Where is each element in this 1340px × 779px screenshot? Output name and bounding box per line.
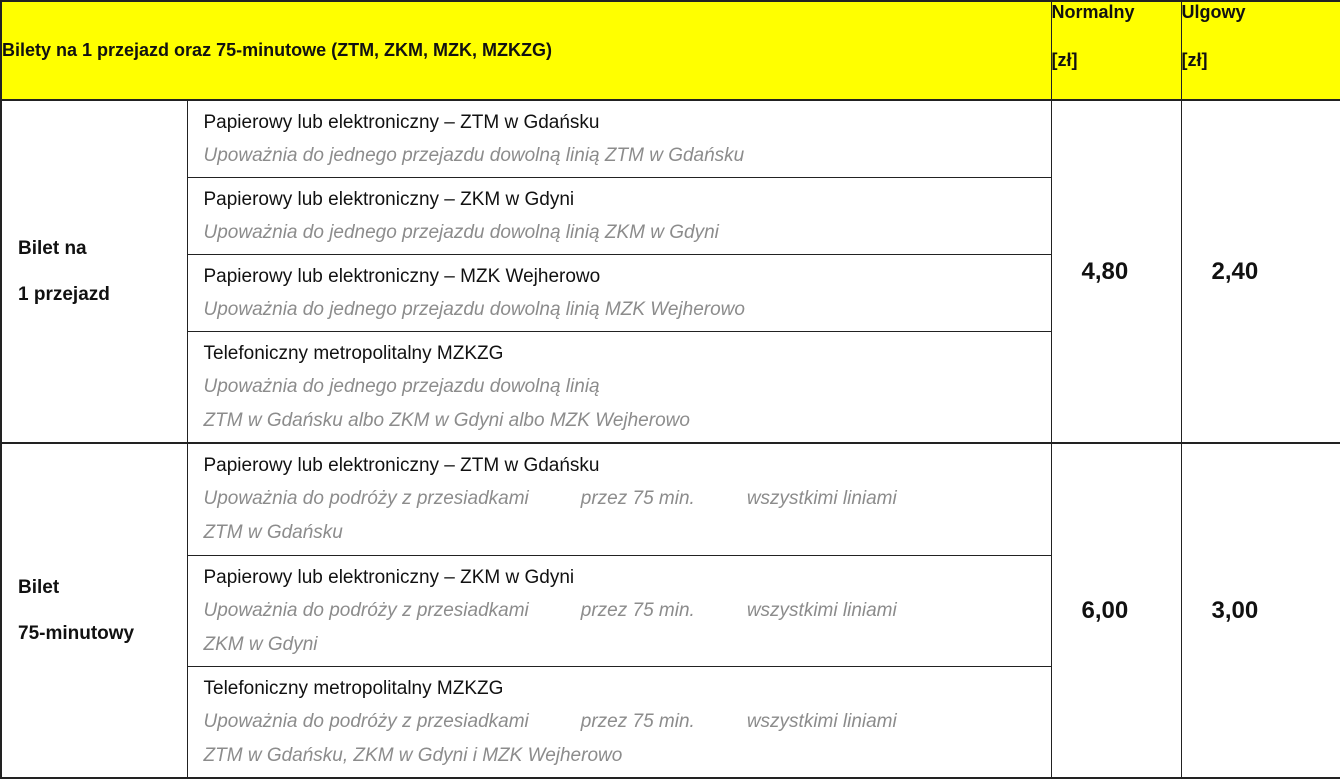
category-label-line2: 75-minutowy <box>18 611 187 657</box>
note-part: Upoważnia do podróży z przesiadkami <box>204 600 529 621</box>
ticket-name: Papierowy lub elektroniczny – ZKM w Gdyni <box>204 562 1037 594</box>
column-header-reduced <box>1181 1 1340 100</box>
ticket-note-continued: ZTM w Gdańsku albo ZKM w Gdyni albo MZK Wejherowo <box>204 404 1037 438</box>
ticket-description <box>187 255 1051 332</box>
note-part: przez 75 min. <box>581 600 695 621</box>
note-part: wszystkimi liniami <box>747 600 897 621</box>
note-part: przez 75 min. <box>581 711 695 732</box>
ticket-description <box>187 555 1051 666</box>
ticket-name: Papierowy lub elektroniczny – ZTM w Gdańsku <box>204 450 1037 482</box>
category-label-line1: Bilet na <box>18 226 187 272</box>
table-row <box>1 100 1340 178</box>
price-reduced: 3,00 <box>1181 443 1340 778</box>
ticket-note: Upoważnia do jednego przejazdu dowolną linią <box>204 370 1037 404</box>
note-part: wszystkimi liniami <box>747 711 897 732</box>
price-normal: 6,00 <box>1051 443 1181 778</box>
category-single-ride <box>1 100 187 443</box>
ticket-note-continued: ZKM w Gdyni <box>204 628 1037 662</box>
ticket-note: Upoważnia do jednego przejazdu dowolną linią ZKM w Gdyni <box>204 216 1037 250</box>
ticket-description <box>187 100 1051 178</box>
note-part: Upoważnia do podróży z przesiadkami <box>204 711 529 732</box>
column-header-normal <box>1051 1 1181 100</box>
ticket-description <box>187 666 1051 778</box>
ticket-name: Telefoniczny metropolitalny MZKZG <box>204 673 1037 705</box>
note-part: wszystkimi liniami <box>747 488 897 509</box>
ticket-note: Upoważnia do jednego przejazdu dowolną linią MZK Wejherowo <box>204 293 1037 327</box>
table-header-row <box>1 1 1340 100</box>
price-reduced: 2,40 <box>1181 100 1340 443</box>
column-header-reduced-unit: [zł] <box>1182 50 1340 70</box>
ticket-name: Papierowy lub elektroniczny – ZTM w Gdańsku <box>204 107 1037 139</box>
column-header-reduced-label: Ulgowy <box>1182 2 1340 22</box>
note-part: Upoważnia do podróży z przesiadkami <box>204 488 529 509</box>
ticket-note: Upoważnia do jednego przejazdu dowolną linią ZTM w Gdańsku <box>204 139 1037 173</box>
ticket-note-continued: ZTM w Gdańsku <box>204 516 1037 550</box>
ticket-description <box>187 332 1051 444</box>
price-normal: 4,80 <box>1051 100 1181 443</box>
ticket-note-continued: ZTM w Gdańsku, ZKM w Gdyni i MZK Wejherowo <box>204 739 1037 773</box>
column-header-normal-label: Normalny <box>1052 2 1181 22</box>
column-header-normal-unit: [zł] <box>1052 50 1181 70</box>
ticket-description <box>187 443 1051 555</box>
table-title: Bilety na 1 przejazd oraz 75-minutowe (ZTM, ZKM, MZK, MZKZG) <box>1 1 1051 100</box>
ticket-note <box>204 594 1037 628</box>
category-label-line1: Bilet <box>18 565 187 611</box>
category-75-minute <box>1 443 187 778</box>
category-label-line2: 1 przejazd <box>18 272 187 318</box>
note-part: przez 75 min. <box>581 488 695 509</box>
ticket-name: Papierowy lub elektroniczny – ZKM w Gdyni <box>204 184 1037 216</box>
ticket-note <box>204 482 1037 516</box>
ticket-description <box>187 178 1051 255</box>
table-row <box>1 443 1340 555</box>
ticket-note <box>204 705 1037 739</box>
ticket-name: Papierowy lub elektroniczny – MZK Wejherowo <box>204 261 1037 293</box>
ticket-name: Telefoniczny metropolitalny MZKZG <box>204 338 1037 370</box>
